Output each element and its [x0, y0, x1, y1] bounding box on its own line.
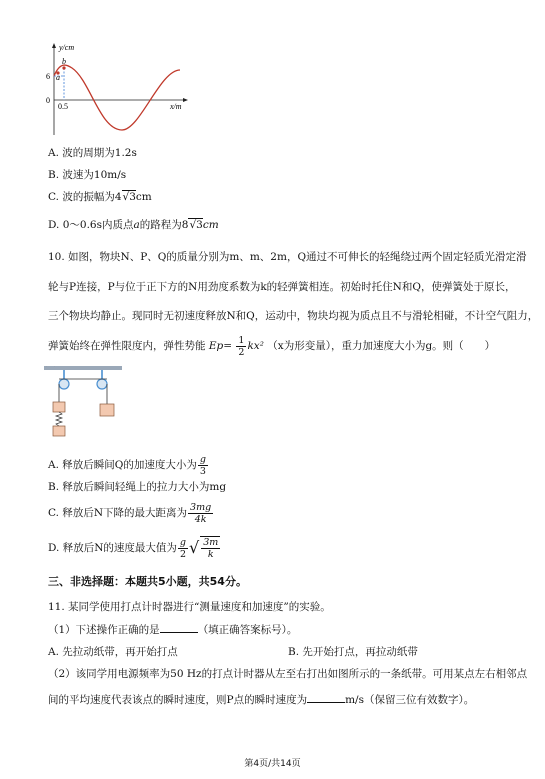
section-heading: 三、非选择题：本题共5小题，共54分。	[48, 575, 247, 588]
q10-line4-prefix: 弹簧始终在弹性限度内，弹性势能	[48, 340, 206, 352]
q11-p2-prefix: 间的平均速度代表该点的瞬时速度，则P点的瞬时速度为	[48, 694, 308, 706]
block-n	[53, 426, 65, 436]
wave-curve	[54, 65, 180, 130]
point-a-label: a	[56, 73, 60, 82]
q10-line-4	[48, 334, 495, 358]
q11-p1-blank[interactable]	[160, 622, 198, 633]
q10-kx2: kx²	[247, 340, 264, 352]
q11-p2-suffix: m/s（保留三位有效数字）。	[345, 694, 475, 706]
q10-line-3: 三个物块均静止。现同时无初速度释放N和Q，运动中，物块均视为质点且不与滑轮相碰，不计空气阻力，	[48, 310, 539, 322]
block-p	[53, 402, 65, 412]
q10-option-b: B. 释放后瞬间轻绳上的拉力大小为mg	[48, 481, 227, 493]
x-axis-arrow	[183, 98, 188, 102]
q9-option-c	[48, 190, 152, 204]
q10-option-c	[48, 500, 214, 526]
spring	[56, 412, 62, 426]
q9-option-b: B. 波速为10m/s	[48, 169, 127, 181]
q10-eq: =	[223, 340, 233, 352]
q10-d-fraction: $\frac{g}{2}$	[179, 536, 187, 560]
q11-p2-blank[interactable]	[307, 692, 345, 703]
q11-part-2-line-1: （2）该同学用电源频率为50 Hz的打点计时器从左至右打出如图所示的一条纸带。可用某点左右相邻点	[48, 668, 528, 680]
q11-p1-end: （填正确答案标号）。	[197, 624, 298, 636]
q10-c-fraction: $\frac{3mg}{4k}$	[190, 501, 212, 525]
left-pulley	[59, 379, 69, 389]
q9-d-sqrt: √3	[189, 219, 203, 231]
q11-part-2-line-2	[48, 692, 474, 707]
q9-c-sqrt: √3	[122, 191, 136, 203]
block-q	[100, 404, 114, 416]
q10-line-1: 10. 如图，物块N、P、Q的质量分别为m、m、2m，Q通过不可伸长的轻绳绕过两个固定轻质光滑定滑	[48, 251, 527, 263]
q10-d-radical: $\frac{3m}{k}$	[200, 536, 220, 560]
q10-half-fraction: $\frac{1}{2}$	[238, 334, 245, 358]
q9-c-prefix: C. 波的振幅为4	[48, 191, 122, 203]
x-tick-label: 0.5	[58, 102, 68, 111]
q11-option-a: A. 先拉动纸带，再开始打点	[48, 646, 178, 658]
pulley-diagram	[44, 366, 124, 440]
q10-c-prefix: C. 释放后N下降的最大距离为	[48, 507, 188, 519]
q9-d-var: a	[133, 219, 140, 231]
q9-c-suffix: cm	[135, 191, 152, 203]
point-b-label: b	[62, 57, 66, 66]
q10-line4-suffix: （x为形变量），重力加速度大小为g。则（ ）	[267, 340, 496, 352]
page-footer: 第4页/共14页	[244, 759, 301, 769]
point-b-dot	[62, 66, 65, 69]
q11-line-1: 11. 某同学使用打点计时器进行“测量速度和加速度”的实验。	[48, 601, 331, 613]
q10-option-d: D. 释放后N的速度最大值为 $\frac{g}{2}$ √ $\frac{3m}{k}$	[48, 536, 219, 560]
q10-a-prefix: A. 释放后瞬间Q的加速度大小为	[48, 459, 197, 471]
q11-option-b: B. 先开始打点，再拉动纸带	[288, 646, 418, 658]
wave-graph	[40, 40, 190, 140]
q10-ep: Ep	[208, 340, 224, 352]
q10-line-2: 轮与P连接，P与位于正下方的N用劲度系数为k的轻弹簧相连。初始时托住N和Q，使弹簧处于原长，	[48, 281, 516, 293]
y-tick-label: 6	[46, 72, 50, 81]
origin-label: 0	[46, 96, 50, 105]
q9-option-d	[48, 218, 219, 232]
q11-part-1	[48, 622, 297, 637]
q9-option-a: A. 波的周期为1.2s	[48, 147, 137, 159]
q10-a-fraction: $\frac{g}{3}$	[199, 453, 206, 477]
x-axis-label: x/m	[170, 102, 182, 111]
right-pulley	[97, 379, 107, 389]
y-axis-label: y/cm	[59, 43, 75, 52]
q10-option-a	[48, 452, 209, 478]
q11-p1-text: （1）下述操作正确的是	[48, 624, 160, 636]
q10-d-prefix: D. 释放后N的速度最大值为	[48, 542, 177, 554]
q9-d-prefix: D. 0～0.6s内质点	[48, 219, 134, 231]
q9-d-unit: cm	[202, 219, 219, 231]
q9-d-mid: 的路程为8	[139, 219, 189, 231]
y-axis-arrow	[52, 43, 56, 48]
ceiling	[44, 366, 122, 370]
